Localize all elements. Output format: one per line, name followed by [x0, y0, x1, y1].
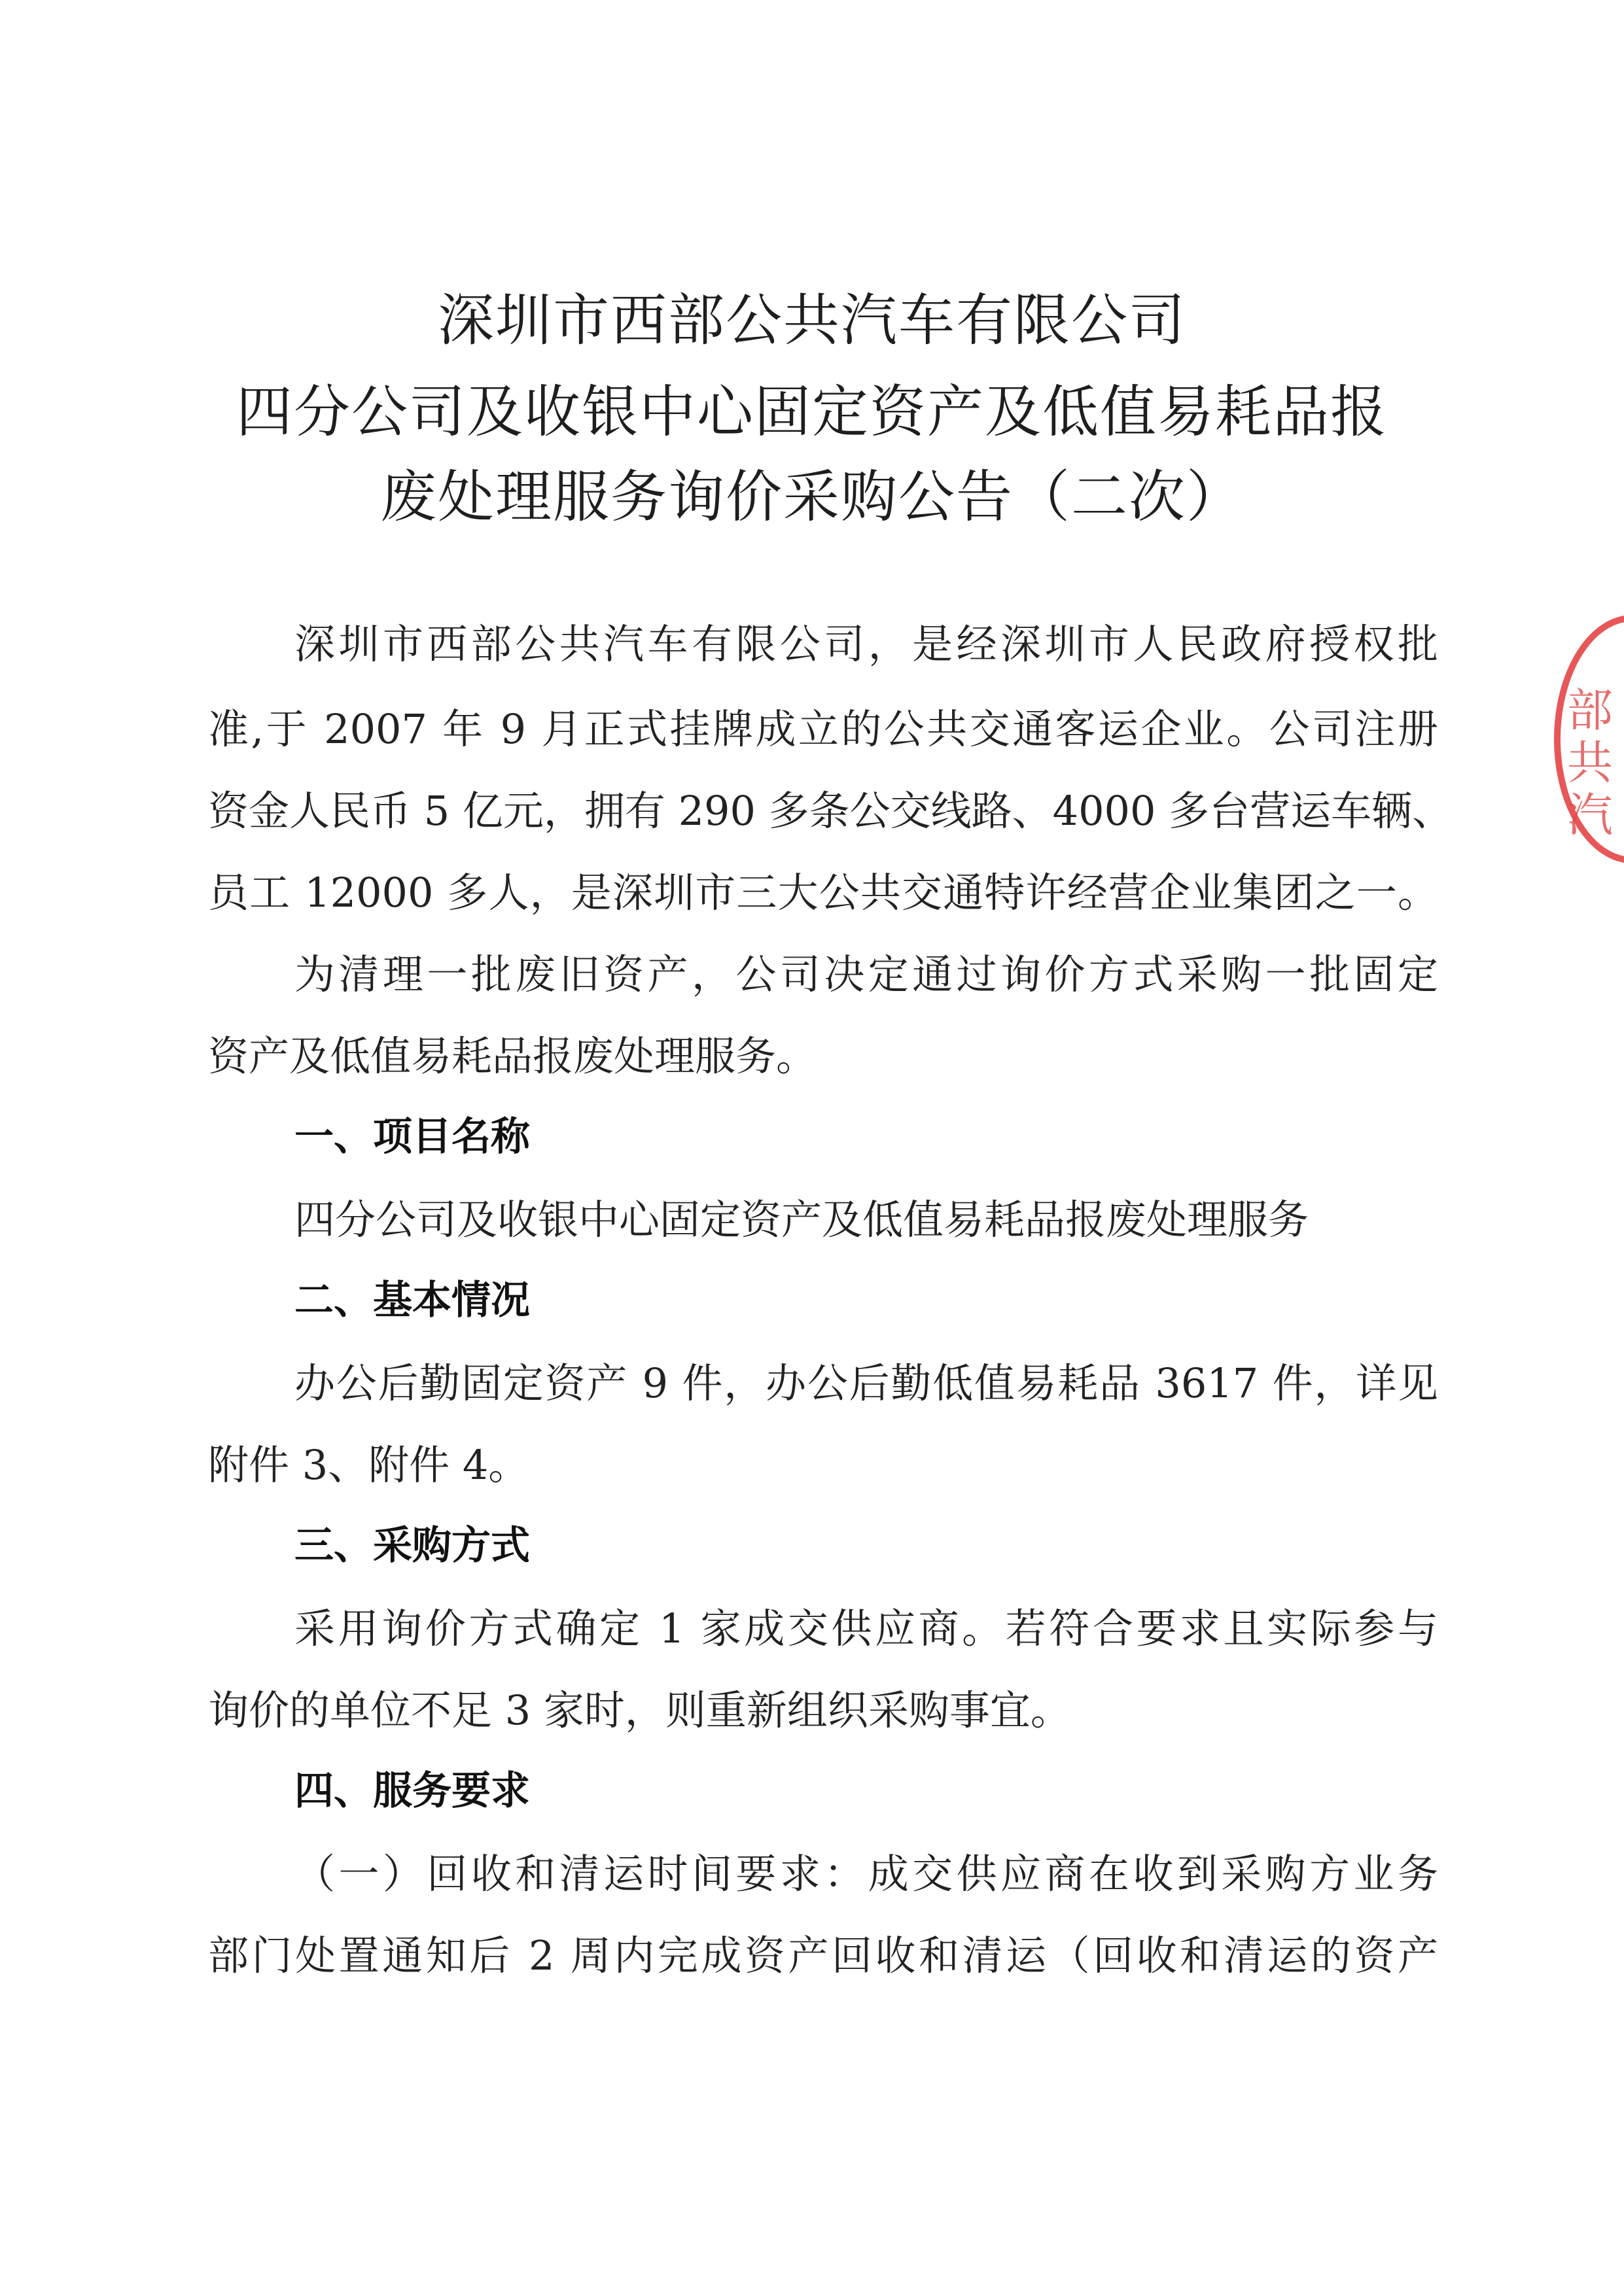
section-4-heading: 四、服务要求: [294, 1768, 530, 1814]
section-3-line-2: 询价的单位不足 3 家时，则重新组织采购事宜。: [208, 1686, 1071, 1734]
section-2-heading: 二、基本情况: [294, 1278, 530, 1323]
title-line-1: 深圳市西部公共汽车有限公司: [438, 288, 1186, 353]
seal-glyph-2: 共: [1567, 736, 1613, 790]
intro-p1-line-4: 员工 12000 多人，是深圳市三大公共交通特许经营企业集团之一。: [208, 869, 1438, 916]
section-1-heading: 一、项目名称: [294, 1114, 530, 1160]
title-line-2: 四分公司及收银中心固定资产及低值易耗品报: [236, 379, 1388, 445]
intro-p2-line-2: 资产及低值易耗品报废处理服务。: [208, 1032, 817, 1080]
section-3-heading: 三、采购方式: [294, 1523, 530, 1569]
title-line-3: 废处理服务询价采购公告（二次）: [380, 464, 1244, 530]
section-2-line-1: 办公后勤固定资产 9 件，办公后勤低值易耗品 3617 件，详见: [294, 1359, 1438, 1407]
section-3-line-1: 采用询价方式确定 1 家成交供应商。若符合要求且实际参与: [294, 1605, 1438, 1652]
seal-glyph-1: 部: [1567, 684, 1613, 737]
seal-glyph-3: 汽: [1567, 788, 1613, 842]
intro-p1-line-1: 深圳市西部公共汽车有限公司，是经深圳市人民政府授权批: [294, 620, 1438, 668]
section-1-line-1: 四分公司及收银中心固定资产及低值易耗品报废处理服务: [294, 1196, 1309, 1244]
section-4-line-2: 部门处置通知后 2 周内完成资产回收和清运（回收和清运的资产: [208, 1932, 1438, 1979]
intro-p1-line-3: 资金人民币 5 亿元，拥有 290 多条公交线路、4000 多台营运车辆、: [208, 787, 1453, 835]
section-2-line-2: 附件 3、附件 4。: [208, 1441, 529, 1489]
section-4-line-1: （一）回收和清运时间要求：成交供应商在收到采购方业务: [294, 1850, 1438, 1898]
intro-p2-line-1: 为清理一批废旧资产，公司决定通过询价方式采购一批固定: [294, 950, 1438, 998]
intro-p1-line-2: 准,于 2007 年 9 月正式挂牌成立的公共交通客运企业。公司注册: [208, 705, 1438, 753]
